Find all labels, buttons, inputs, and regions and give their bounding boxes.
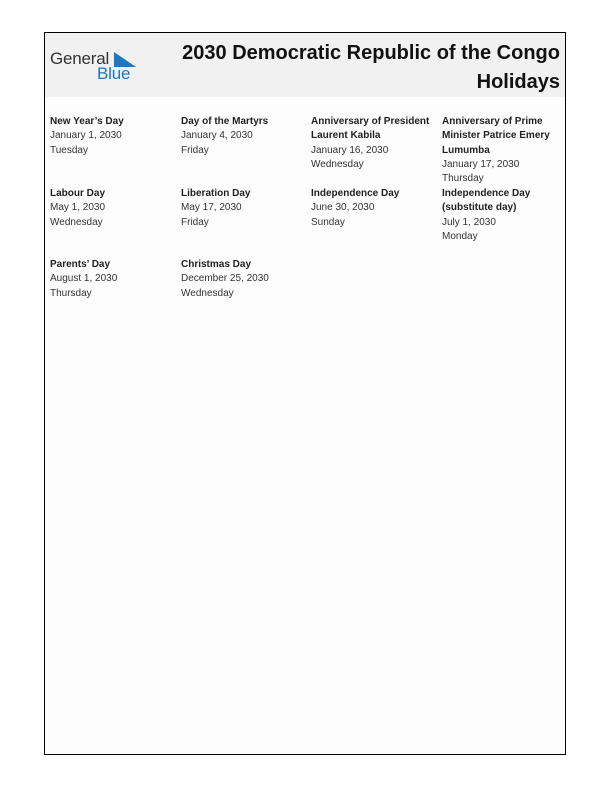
holiday-name: Independence Day <box>311 188 400 199</box>
holiday-weekday: Thursday <box>442 173 484 185</box>
holiday-date: July 1, 2030 <box>442 216 496 228</box>
holiday-name: Day of the Martyrs <box>181 116 269 127</box>
holiday-name: Independence Day (substitute day) <box>442 188 531 214</box>
holiday-date: January 16, 2030 <box>311 144 389 156</box>
holiday-item <box>50 187 178 230</box>
holiday-date: January 17, 2030 <box>442 158 520 170</box>
holiday-name: Anniversary of President Laurent Kabila <box>311 116 430 142</box>
holiday-item <box>181 115 309 158</box>
holiday-name: Parents’ Day <box>50 259 111 270</box>
holiday-name: Labour Day <box>50 188 106 199</box>
holiday-weekday: Thursday <box>50 287 92 299</box>
holiday-weekday: Wednesday <box>181 287 234 299</box>
holiday-date: January 1, 2030 <box>50 130 122 142</box>
holiday-date: May 1, 2030 <box>50 202 106 214</box>
holiday-weekday: Tuesday <box>50 144 88 156</box>
holiday-date: June 30, 2030 <box>311 202 375 214</box>
page-frame <box>44 32 566 755</box>
holiday-item <box>50 115 178 158</box>
holiday-item <box>50 258 178 301</box>
holiday-date: May 17, 2030 <box>181 202 242 214</box>
holiday-item <box>442 115 558 186</box>
holiday-date: January 4, 2030 <box>181 130 253 142</box>
holiday-weekday: Wednesday <box>50 216 103 228</box>
header <box>45 33 565 97</box>
holiday-item <box>442 187 552 244</box>
holiday-weekday: Friday <box>181 216 209 228</box>
holiday-name: Liberation Day <box>181 188 251 199</box>
holiday-item <box>311 115 435 172</box>
holiday-weekday: Sunday <box>311 216 345 228</box>
holiday-weekday: Wednesday <box>311 158 364 170</box>
logo-blue-text: Blue <box>97 64 131 83</box>
logo-general-text: General <box>50 49 110 68</box>
holiday-item <box>181 187 309 230</box>
page-title: 2030 Democratic Republic of the Congo Holidays <box>182 42 560 93</box>
holiday-date: December 25, 2030 <box>181 273 269 285</box>
holiday-name: New Year’s Day <box>50 116 124 127</box>
holiday-item <box>181 258 309 301</box>
holiday-name: Anniversary of Prime Minister Patrice Emery Lumumba <box>442 116 550 156</box>
holiday-date: August 1, 2030 <box>50 273 118 285</box>
holiday-weekday: Friday <box>181 144 209 156</box>
holiday-name: Christmas Day <box>181 259 252 270</box>
logo <box>50 48 140 84</box>
holiday-item <box>311 187 439 230</box>
holiday-weekday: Monday <box>442 230 478 242</box>
